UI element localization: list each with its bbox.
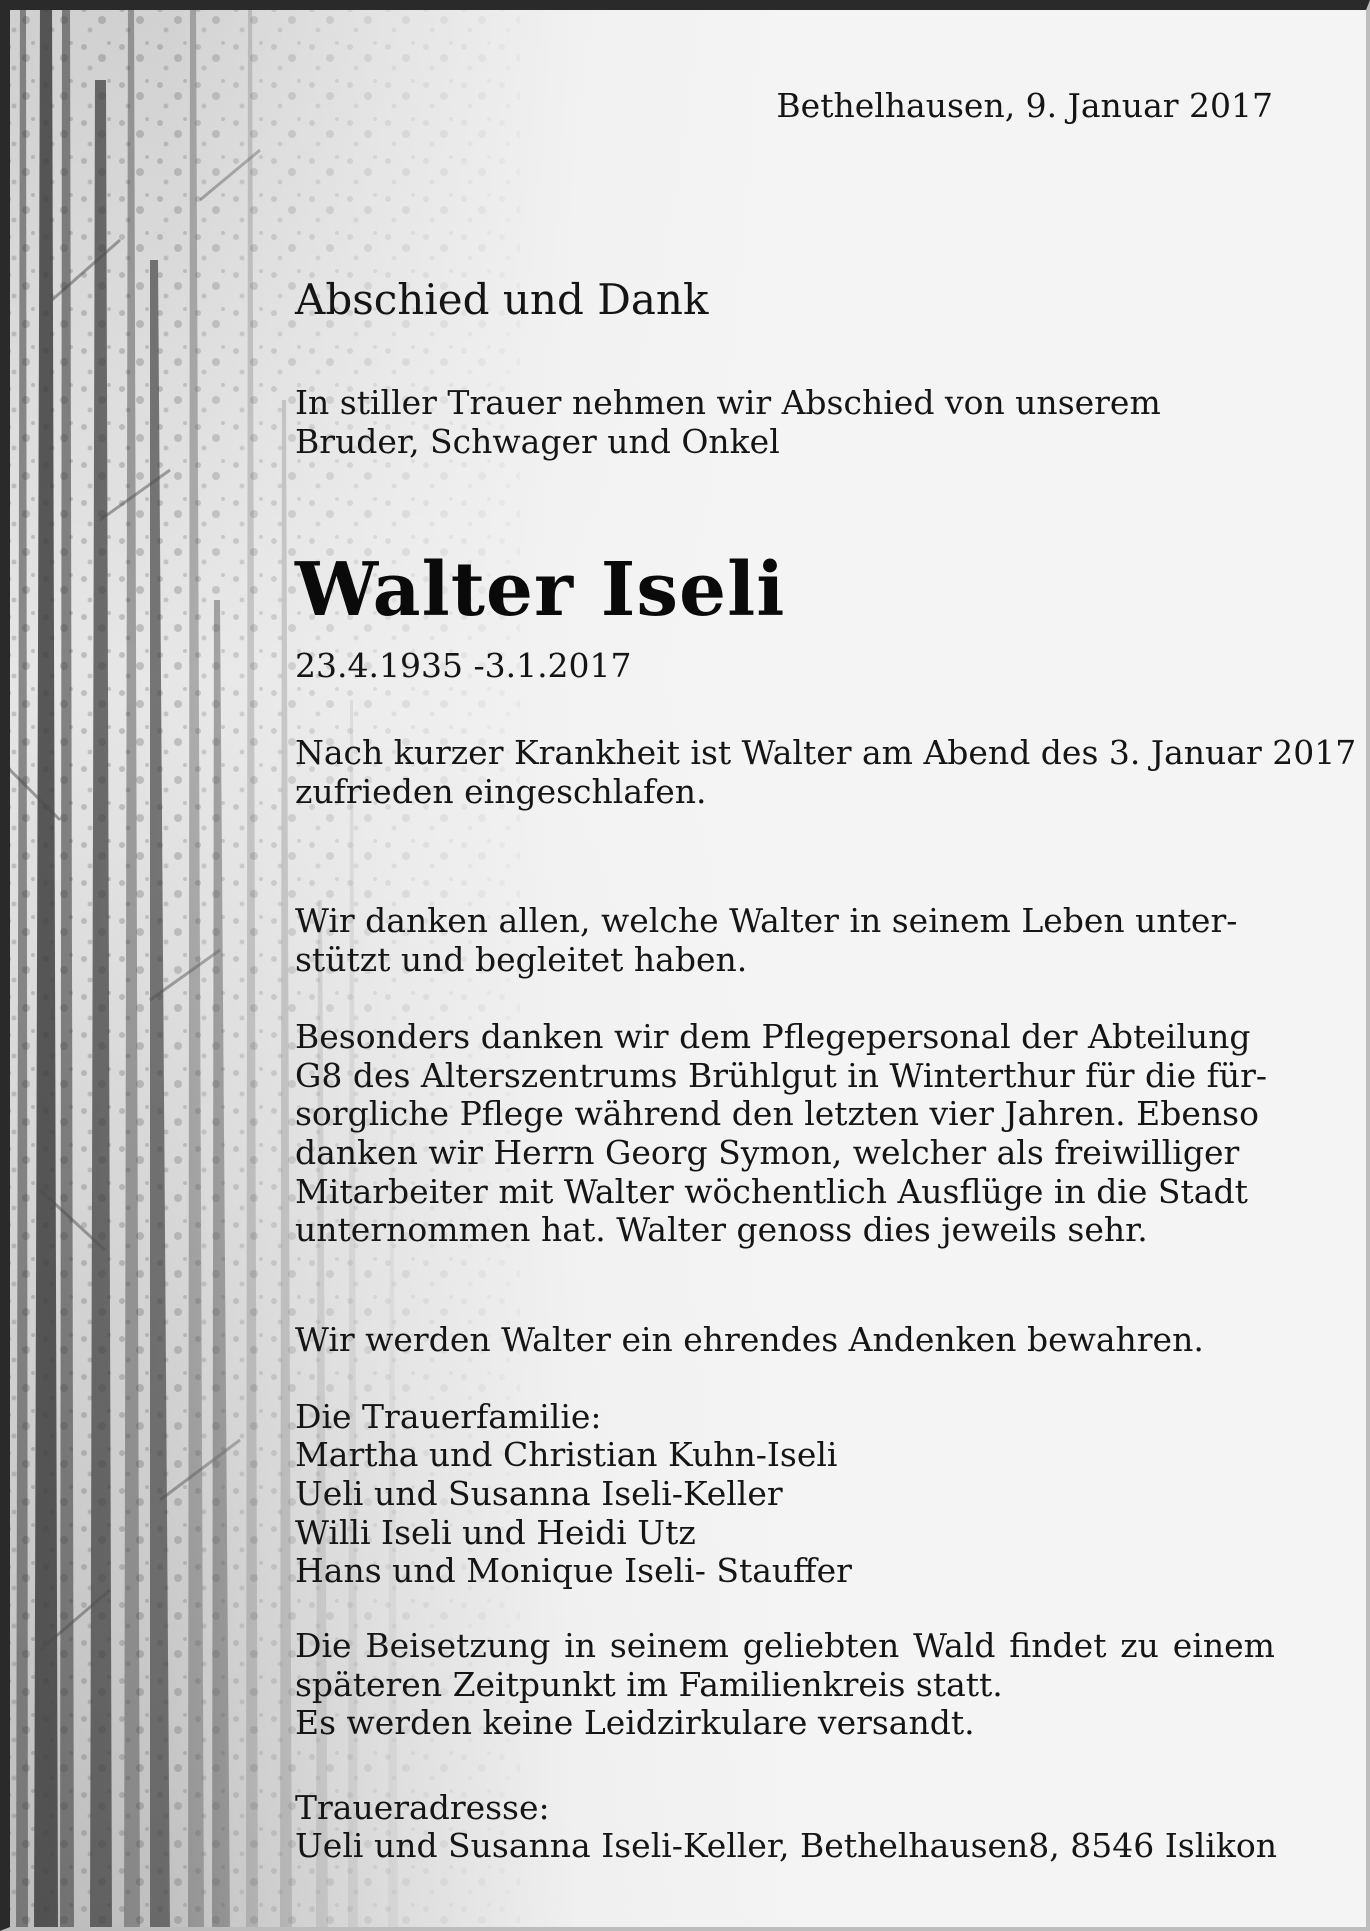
burial-line: Es werden keine Leidzirkulare versandt.	[295, 1703, 975, 1742]
passing-line: Nach kurzer Krankheit ist Walter am Abend des 3. Januar 2017	[295, 733, 1357, 772]
address-value: Ueli und Susanna Iseli-Keller, Bethelhausen8, 8546 Islikon	[295, 1826, 1277, 1865]
page-title: Abschied und Dank	[295, 275, 709, 324]
deceased-name: Walter Iseli	[295, 547, 786, 633]
special-thanks-line: danken wir Herrn Georg Symon, welcher als freiwilliger	[295, 1133, 1240, 1172]
passing-line: zufrieden eingeschlafen.	[295, 772, 707, 811]
burial-word: in	[564, 1626, 597, 1665]
life-dates: 23.4.1935 -3.1.2017	[295, 646, 632, 685]
burial-line: späteren Zeitpunkt im Familienkreis statt.	[295, 1665, 1003, 1704]
burial-word: einem	[1172, 1626, 1275, 1665]
burial-word: Die	[295, 1626, 352, 1665]
burial-word: zu	[1120, 1626, 1159, 1665]
special-thanks-line: G8 des Alterszentrums Brühlgut in Winterthur für die für-	[295, 1056, 1268, 1095]
family-label: Die Trauerfamilie:	[295, 1397, 602, 1436]
thanks-line: stützt und begleitet haben.	[295, 940, 748, 979]
burial-word: geliebten	[742, 1626, 900, 1665]
burial-word: findet	[1009, 1626, 1107, 1665]
intro-line: Bruder, Schwager und Onkel	[295, 422, 780, 461]
family-member: Hans und Monique Iseli- Stauffer	[295, 1551, 852, 1590]
special-thanks-line: Mitarbeiter mit Walter wöchentlich Ausflüge in die Stadt	[295, 1172, 1248, 1211]
family-member: Ueli und Susanna Iseli-Keller	[295, 1474, 783, 1513]
special-thanks-line: Besonders danken wir dem Pflegepersonal der Abteilung	[295, 1017, 1251, 1056]
special-thanks-line: unternommen hat. Walter genoss dies jeweils sehr.	[295, 1210, 1148, 1249]
burial-word: Wald	[913, 1626, 996, 1665]
family-member: Martha und Christian Kuhn-Iseli	[295, 1435, 838, 1474]
intro-line: In stiller Trauer nehmen wir Abschied von unserem	[295, 383, 1161, 422]
burial-line-justified	[295, 1626, 1275, 1665]
special-thanks-line: sorgliche Pflege während den letzten vier Jahren. Ebenso	[295, 1094, 1259, 1133]
burial-word: seinem	[609, 1626, 729, 1665]
address-label: Traueradresse:	[295, 1788, 550, 1827]
burial-word: Beisetzung	[365, 1626, 551, 1665]
place-and-date: Bethelhausen, 9. Januar 2017	[776, 86, 1273, 125]
thanks-line: Wir danken allen, welche Walter in seinem Leben unter-	[295, 901, 1238, 940]
memory-line: Wir werden Walter ein ehrendes Andenken bewahren.	[295, 1320, 1204, 1359]
family-member: Willi Iseli und Heidi Utz	[295, 1513, 696, 1552]
